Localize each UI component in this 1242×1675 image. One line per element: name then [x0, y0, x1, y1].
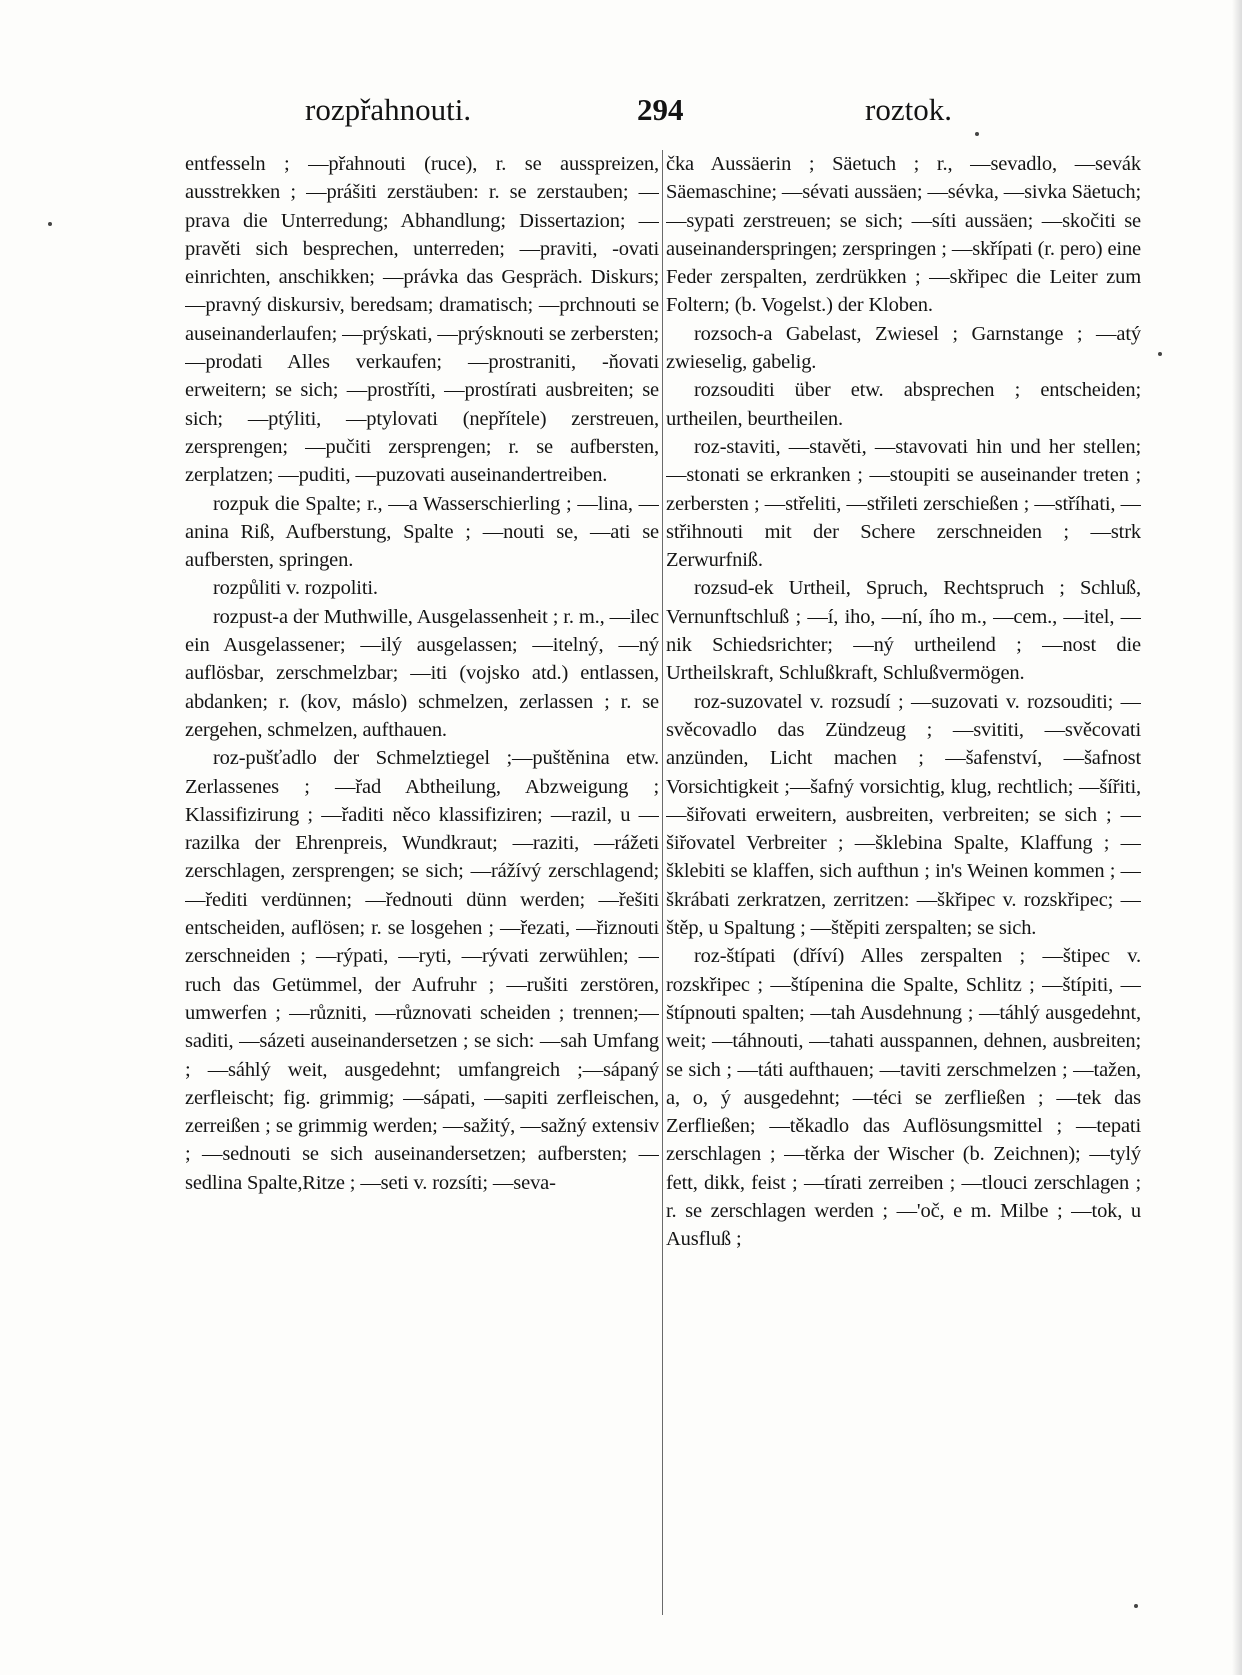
entry-paragraph: čka Aussäerin ; Säetuch ; r., —sevadlo, —sevák Säemaschine; —sévati aussäen; —sévka, —sivka Säetuch; —sypati zerstreuen; se sich; —síti aussäen; —skočiti se auseinanderspringen; zerspringen ; —skřípati (r. pero) eine Feder zerspalten, zerdrükken ; —skřipec die Leiter zum Foltern; (b. Vogelst.) der Kloben.: [666, 153, 1141, 317]
paper-speck: [1158, 352, 1162, 356]
left-column: [185, 150, 659, 1620]
entry-paragraph: rozsud-ek Urtheil, Spruch, Rechtspruch ; Schluß, Vernunftschluß ; —í, iho, —ní, ího m., —cem., —itel, —nik Schiedsrichter; —ný urtheilend ; —nost die Urtheilskraft, Schlußkraft, Schlußvermögen.: [666, 577, 1141, 685]
entry-paragraph: roz-štípati (dříví) Alles zerspalten ; —štipec v. rozskřipec ; —štípenina die Spalte, Schlitz ; —štípiti, —štípnouti spalten; —tah Ausdehnung ; —táhlý ausgedehnt, weit; —táhnouti, —tahati ausspannen, dehnen, ausbreiten; se sich ; —táti aufthauen; —taviti zerschmelzen ; —tažen, a, o, ý ausgedehnt; —téci se zerfließen ; —tek das Zerfließen; —těkadlo das Auflösungsmittel ; —tepati zerschlagen ; —těrka der Wischer (b. Zeichnen); —tylý fett, dikk, feist ; —tírati zerreiben ; —tlouci zerschlagen ; r. se zerschlagen werden ; —'oč, e m. Milbe ; —tok, u Ausfluß ;: [666, 945, 1141, 1251]
header-right-guide-word: roztok.: [865, 92, 952, 127]
entry-paragraph: rozsouditi über etw. absprechen ; entscheiden; urtheilen, beurtheilen.: [666, 379, 1141, 430]
entry-paragraph: rozpuk die Spalte; r., —a Wasserschierling ; —lina, —anina Riß, Aufberstung, Spalte ; —nouti se, —ati se aufbersten, springen.: [185, 492, 659, 572]
right-column: [666, 150, 1141, 1620]
paper-speck: [1134, 1604, 1138, 1608]
paper-speck: [48, 222, 52, 226]
page-header: [185, 92, 1143, 132]
paper-speck: [975, 132, 979, 136]
entry-paragraph: roz-pušťadlo der Schmelztiegel ;—puštěnina etw. Zerlassenes ; —řad Abtheilung, Abzweigung ; Klassifizirung ; —řaditi něco klassifiziren; —razil, u —razilka der Ehrenpreis, Wundkraut; —raziti, —rážeti zerschlagen, zersprengen; se sich; —rážívý zerschlagend; —řediti verdünnen; —řednouti dünn werden; —řešiti entscheiden, auflösen; r. se losgehen ; —řezati, —řiznouti zerschneiden ; —rýpati, —ryti, —rývati zerwühlen; —ruch das Getümmel, der Aufruhr ; —rušiti zerstören, umwerfen ; —různiti, —různovati scheiden ; trennen;—saditi, —sázeti auseinandersetzen ; se sich: —sah Umfang ; —sáhlý weit, ausgedehnt; umfangreich ;—sápaný zerfleischt; fig. grimmig; —sápati, —sapiti zerfleischen, zerreißen ; se grimmig werden; —sažitý, —sažný extensiv ; —sednouti se sich auseinandersetzen; aufbersten; —sedlina Spalte,Ritze ; —seti v. rozsíti; —seva-: [185, 747, 659, 1194]
entry-paragraph: rozsoch-a Gabelast, Zwiesel ; Garnstange ; —atý zwieselig, gabelig.: [666, 322, 1141, 374]
entry-paragraph: rozpust-a der Muthwille, Ausgelassenheit ; r. m., —ilec ein Ausgelassener; —ilý ausgelassen; —itelný, —ný auflösbar, zerschmelzbar; —iti (vojsko atd.) entlassen, abdanken; r. (kov, máslo) schmelzen, zerlassen ; r. se zergehen, schmelzen, aufthauen.: [185, 605, 659, 741]
entry-paragraph: rozpůliti v. rozpoliti.: [213, 577, 378, 600]
entry-paragraph: roz-suzovatel v. rozsudí ; —suzovati v. rozsouditi; —svěcovadlo das Zündzeug ; —svititi, —svěcovati anzünden, Licht machen ; —šafenství, —šafnost Vorsichtigkeit ;—šafný vorsichtig, klug, rechtlich; —šířiti, —šiřovati erweitern, ausbreiten, verbreiten; se sich ; —šiřovatel Verbreiter ; —šklebina Spalte, Klaffung ; —šklebiti se klaffen, sich aufthun ; in's Weinen kommen ; —škrábati zerkratzen, zerritzen: —škřipec v. rozskřipec; —štěp, u Spaltung ; —štěpiti zerspalten; se sich.: [666, 690, 1141, 940]
page-number: 294: [637, 92, 684, 127]
header-left-guide-word: rozpřahnouti.: [305, 92, 472, 127]
page-edge-shadow: [1232, 0, 1242, 1675]
entry-paragraph: entfesseln ; —přahnouti (ruce), r. se ausspreizen, ausstrekken ; —prášiti zerstäuben: r. se zerstauben; —prava die Unterredung; Abhandlung; Dissertazion; —pravěti sich besprechen, unterreden; —praviti, -ovati einrichten, anschikken; —právka das Gespräch. Diskurs; —pravný diskursiv, beredsam; dramatisch; —prchnouti se auseinanderlaufen; —prýskati, —prýsknouti se zerbersten; —prodati Alles verkaufen; —prostraniti, -ňovati erweitern; se sich; —prostříti, —prostírati ausbreiten; se sich; —ptýliti, —ptylovati (nepřítele) zerstreuen, zersprengen; —pučiti zersprengen; r. se aufbersten, zerplatzen; —puditi, —puzovati auseinandertreiben.: [185, 153, 659, 487]
column-divider: [662, 150, 663, 1615]
entry-paragraph: roz-staviti, —stavěti, —stavovati hin und her stellen; —stonati se erkranken ; —stoupiti se auseinander treten ; zerbersten ; —střeliti, —střileti zerschießen ; —stříhati, —střihnouti mit der Schere zerschneiden ; —strk Zerwurfniß.: [666, 435, 1141, 572]
